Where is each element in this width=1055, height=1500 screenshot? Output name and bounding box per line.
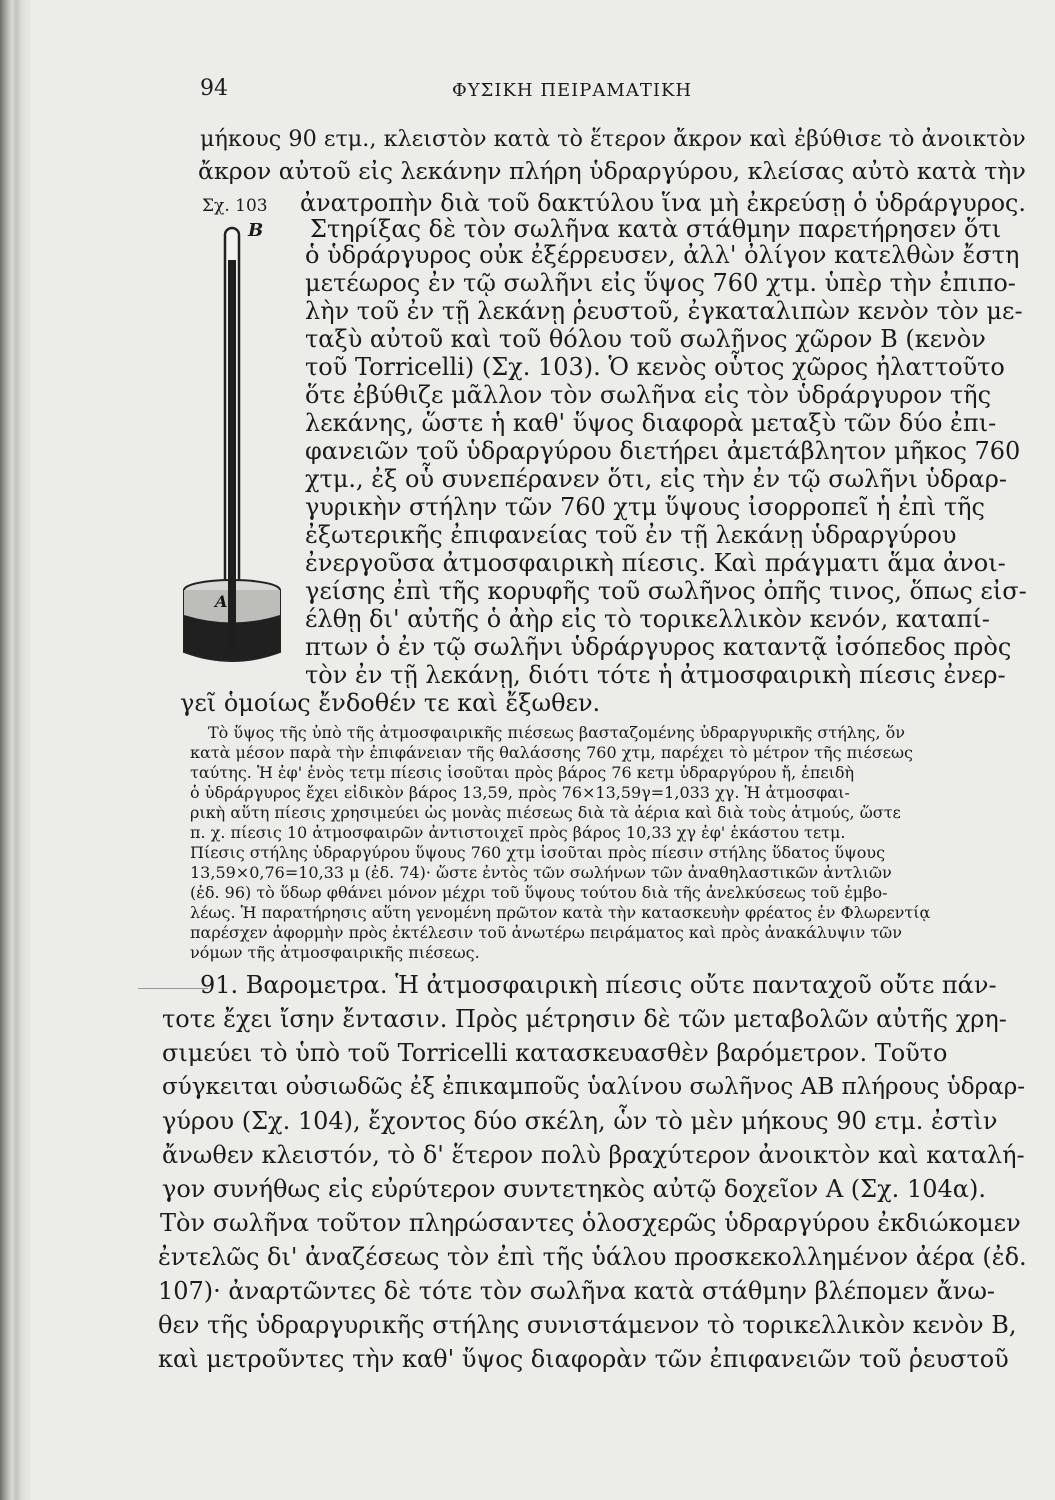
- page-number: 94: [200, 76, 228, 101]
- page-header: [30, 76, 1055, 106]
- text-line: τοῦ Torricelli) (Σχ. 103). Ὁ κενὸς οὗτος χῶρος ἠλαττοῦτο: [305, 353, 1005, 381]
- torricelli-tube-figure: [180, 220, 300, 680]
- text-line: μήκους 90 ετμ., κλειστὸν κατὰ τὸ ἕτερον ἄκρον καὶ ἐβύθισε τὸ ἀνοικτὸν: [200, 126, 1026, 152]
- text-line: ἀνατροπὴν διὰ τοῦ δακτύλου ἵνα μὴ ἐκρεύσῃ ὁ ὑδράργυρος.: [300, 189, 1026, 217]
- text-line: Στηρίξας δὲ τὸν σωλῆνα κατὰ στάθμην παρετήρησεν ὅτι: [310, 215, 1002, 243]
- section-line: ἐντελῶς δι' ἀναζέσεως τὸν ἐπὶ τῆς ὑάλου προσκεκολλημένον ἀέρα (ἐδ.: [158, 1243, 1027, 1271]
- section-line: σύγκειται οὐσιωδῶς ἐξ ἐπικαμποῦς ὑαλίνου σωλῆνος AB πλήρους ὑδραρ-: [162, 1074, 1026, 1100]
- note-line: ταύτης. Ἡ ἐφ' ἑνὸς τετμ πίεσις ἰσοῦται πρὸς βάρος 76 κετμ ὑδραργύρου ἤ, ἐπειδὴ: [190, 763, 855, 782]
- text-line: ὅτε ἐβύθιζε μᾶλλον τὸν σωλῆνα εἰς τὸν ὑδράργυρον τῆς: [305, 381, 992, 409]
- section-divider: [138, 988, 208, 989]
- section-line: γύρου (Σχ. 104), ἔχοντος δύο σκέλη, ὧν τὸ μὲν μήκους 90 ετμ. ἐστὶν: [162, 1107, 998, 1135]
- note-line: Τὸ ὕψος τῆς ὑπὸ τῆς ἀτμοσφαιρικῆς πιέσεως βασταζομένης ὑδραργυρικῆς στήλης, ὅν: [208, 723, 905, 742]
- section-line: θεν τῆς ὑδραργυρικῆς στήλης συνιστάμενον τὸ τορικελλικὸν κενὸν B,: [158, 1311, 1017, 1339]
- section-line: τοτε ἔχει ἴσην ἔντασιν. Πρὸς μέτρησιν δὲ τῶν μεταβολῶν αὐτῆς χρη-: [162, 1005, 1007, 1033]
- section-line: Τὸν σωλῆνα τοῦτον πληρώσαντες ὁλοσχερῶς ὑδραργύρου ἐκδιώκομεν: [160, 1209, 1021, 1237]
- section-line: ἄνωθεν κλειστόν, τὸ δ' ἕτερον πολὺ βραχύτερον ἀνοικτὸν καὶ καταλή-: [162, 1141, 1025, 1169]
- text-line: τὸν ἐν τῇ λεκάνῃ, διότι τότε ἡ ἀτμοσφαιρικὴ πίεσις ἐνερ-: [305, 661, 1006, 689]
- running-head: ΦΥΣΙΚΗ ΠΕΙΡΑΜΑΤΙΚΗ: [452, 80, 693, 101]
- text-line: φανειῶν τοῦ ὑδραργύρου διετήρει ἀμετάβλητον μῆκος 760: [305, 437, 1021, 465]
- text-line: ἐνεργοῦσα ἀτμοσφαιρικὴ πίεσις. Καὶ πράγματι ἅμα ἀνοι-: [305, 549, 1006, 577]
- text-line: ἄκρον αὐτοῦ εἰς λεκάνην πλήρη ὑδραργύρου, κλείσας αὐτὸ κατὰ τὴν: [198, 157, 1026, 185]
- section-line: 107)· ἀναρτῶντες δὲ τότε τὸν σωλῆνα κατὰ στάθμην βλέπομεν ἄνω-: [158, 1277, 995, 1305]
- text-line: πτων ὁ ἐν τῷ σωλῆνι ὑδράργυρος καταντᾷ ἰσόπεδος πρὸς: [305, 633, 1012, 661]
- text-line: ταξὺ αὐτοῦ καὶ τοῦ θόλου τοῦ σωλῆνος χῶρον B (κενὸν: [305, 325, 986, 353]
- note-line: παρέσχεν ἀφορμὴν πρὸς ἐκτέλεσιν τοῦ ἀνωτέρω πειράματος καὶ πρὸς ἀνακάλυψιν τῶν: [190, 923, 902, 942]
- note-line: λέως. Ἡ παρατήρησις αὕτη γενομένη πρῶτον κατὰ τὴν κατασκευὴν φρέατος ἐν Φλωρεντίᾳ: [190, 903, 931, 922]
- text-line: έλθῃ δι' αὐτῆς ὁ ἀὴρ εἰς τὸ τορικελλικὸν κενόν, καταπί-: [305, 605, 990, 633]
- note-line: Πίεσις στήλης ὑδραργύρου ὕψους 760 χτμ ἰσοῦται πρὸς πίεσιν στήλης ὕδατος ὕψους: [190, 843, 886, 862]
- text-line: χτμ., ἐξ οὗ συνεπέρανεν ὅτι, εἰς τὴν ἐν τῷ σωλῆνι ὑδραρ-: [305, 465, 1007, 493]
- section-line: καὶ μετροῦντες τὴν καθ' ὕψος διαφορὰν τῶν ἐπιφανειῶν τοῦ ῥευστοῦ: [158, 1345, 1009, 1373]
- text-line: μετέωρος ἐν τῷ σωλῆνι εἰς ὕψος 760 χτμ. ὑπὲρ τὴν ἐπιπο-: [305, 269, 1016, 297]
- note-line: κατὰ μέσον παρὰ τὴν ἐπιφάνειαν τῆς θαλάσσης 760 χτμ, παρέχει τὸ μέτρον τῆς πιέσεως: [190, 743, 913, 762]
- text-line: γεῖ ὁμοίως ἔνδοθέν τε καὶ ἔξωθεν.: [180, 689, 601, 717]
- note-line: ὁ ὑδράργυρος ἔχει εἰδικὸν βάρος 13,59, πρὸς 76×13,59γ=1,033 χγ. Ἡ ἀτμοσφαι-: [190, 783, 850, 802]
- text-line: γυρικὴν στήλην τῶν 760 χτμ ὕψους ἰσορροπεῖ ἡ ἐπὶ τῆς: [305, 493, 985, 521]
- note-line: 13,59×0,76=10,33 μ (ἐδ. 74)· ὥστε ἐντὸς τῶν σωλήνων τῶν ἀναθηλαστικῶν ἀντλιῶν: [190, 863, 892, 882]
- text-line: ἐξωτερικῆς ἐπιφανείας τοῦ ἐν τῇ λεκάνῃ ὑδραργύρου: [305, 521, 957, 549]
- section-line: γον συνήθως εἰς εὐρύτερον συντετηκὸς αὐτῷ δοχεῖον A (Σχ. 104α).: [162, 1175, 986, 1203]
- note-line: (ἐδ. 96) τὸ ὕδωρ φθάνει μόνον μέχρι τοῦ ὕψους τούτου διὰ τῆς ἀνελκύσεως τοῦ ἐμβο-: [190, 883, 888, 902]
- figure-label-a: A: [215, 592, 228, 611]
- section-line: σιμεύει τὸ ὑπὸ τοῦ Torricelli κατασκευασθὲν βαρόμετρον. Τοῦτο: [162, 1039, 948, 1067]
- figure-label-b: B: [248, 220, 264, 241]
- book-spine-shadow: [0, 0, 30, 1500]
- note-line: π. χ. πίεσις 10 ἀτμοσφαιρῶν ἀντιστοιχεῖ πρὸς βάρος 10,33 χγ ἐφ' ἑκάστου τετμ.: [190, 823, 846, 842]
- text-line: γείσης ἐπὶ τῆς κορυφῆς τοῦ σωλῆνος ὀπῆς τινος, ὅπως εἰσ-: [305, 577, 1027, 605]
- note-line: νόμων τῆς ἀτμοσφαιρικῆς πιέσεως.: [190, 943, 480, 962]
- mercury-column: [228, 260, 236, 600]
- book-page: [30, 0, 1055, 1500]
- figure-caption: Σχ. 103: [202, 196, 268, 216]
- section-line: 91. Βαρομετρα. Ἡ ἀτμοσφαιρικὴ πίεσις οὔτε πανταχοῦ οὔτε πάν-: [200, 971, 997, 999]
- note-line: ρικὴ αὕτη πίεσις χρησιμεύει ὡς μονὰς πιέσεως διὰ τὰ ἀέρια καὶ διὰ τοὺς ἀτμούς, ὥστε: [190, 803, 901, 822]
- text-line: λὴν τοῦ ἐν τῇ λεκάνῃ ῥευστοῦ, ἐγκαταλιπὼν κενὸν τὸν με-: [305, 297, 1023, 325]
- tube-in-basin: [228, 580, 236, 650]
- text-line: ὁ ὑδράργυρος οὐκ ἐξέρρευσεν, ἀλλ' ὀλίγον κατελθὼν ἔστη: [305, 241, 1020, 269]
- text-line: λεκάνης, ὥστε ἡ καθ' ὕψος διαφορὰ μεταξὺ τῶν δύο ἐπι-: [305, 409, 997, 437]
